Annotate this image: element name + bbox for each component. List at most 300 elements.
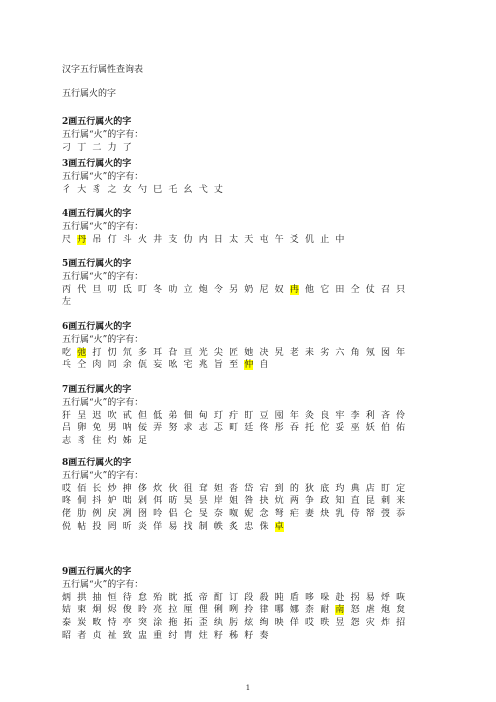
character: 奏 bbox=[259, 630, 269, 641]
character: 烬 bbox=[107, 605, 117, 616]
character: 乇 bbox=[168, 184, 178, 195]
character: 俊 bbox=[122, 605, 132, 616]
character: 帙 bbox=[213, 521, 223, 532]
character: 哎 bbox=[305, 618, 315, 629]
character-row bbox=[62, 184, 434, 197]
character: 炮 bbox=[380, 605, 390, 616]
character: 虐 bbox=[365, 605, 375, 616]
character: 佟 bbox=[259, 423, 269, 434]
character: 拖 bbox=[168, 618, 178, 629]
character: 甸 bbox=[198, 410, 208, 421]
character: 炸 bbox=[380, 618, 390, 629]
character: 拎 bbox=[244, 605, 254, 616]
character: 妻 bbox=[305, 509, 315, 520]
character: 令 bbox=[213, 284, 223, 295]
character-row bbox=[62, 592, 434, 605]
character-row bbox=[62, 435, 434, 448]
character: 狄 bbox=[305, 483, 315, 494]
character: 侈 bbox=[137, 483, 147, 494]
section-0 bbox=[62, 116, 434, 154]
character: 炙 bbox=[229, 521, 239, 532]
character: 盾 bbox=[289, 592, 299, 603]
character: 畋 bbox=[92, 618, 102, 629]
character: 之 bbox=[107, 184, 117, 195]
character: 炔 bbox=[320, 509, 330, 520]
character: 弩 bbox=[274, 509, 284, 520]
character: 尺 bbox=[62, 234, 72, 245]
character: 疔 bbox=[229, 410, 239, 421]
section-1 bbox=[62, 158, 434, 196]
character: 炷 bbox=[198, 630, 208, 641]
character: 盹 bbox=[274, 592, 284, 603]
section-5 bbox=[62, 384, 434, 448]
character: 吆 bbox=[168, 360, 178, 371]
character: 力 bbox=[107, 142, 117, 153]
character: 但 bbox=[137, 410, 147, 421]
character-row bbox=[62, 604, 434, 617]
character: 弛 bbox=[77, 347, 87, 358]
character: 多 bbox=[137, 347, 147, 358]
character: 炕 bbox=[274, 496, 284, 507]
character: 余 bbox=[122, 360, 132, 371]
character: 立 bbox=[183, 284, 193, 295]
character: 炒 bbox=[107, 483, 117, 494]
character: 侻 bbox=[62, 521, 72, 532]
character: 投 bbox=[92, 521, 102, 532]
character: 剁 bbox=[137, 496, 147, 507]
character: 妮 bbox=[244, 509, 254, 520]
character: 殺 bbox=[259, 592, 269, 603]
character: 田 bbox=[335, 284, 345, 295]
character: 弄 bbox=[153, 423, 163, 434]
character: 耳 bbox=[153, 347, 163, 358]
character: 吃 bbox=[62, 347, 72, 358]
character: 支 bbox=[168, 234, 178, 245]
character: 拉 bbox=[168, 605, 178, 616]
character: 俚 bbox=[198, 605, 208, 616]
character: 直 bbox=[350, 496, 360, 507]
character: 左 bbox=[62, 297, 72, 308]
character: 代 bbox=[77, 284, 87, 295]
character: 疟 bbox=[289, 509, 299, 520]
character: 底 bbox=[320, 483, 330, 494]
character: 仉 bbox=[305, 234, 315, 245]
character: 长 bbox=[92, 483, 102, 494]
character: 来 bbox=[396, 496, 406, 507]
character: 忠 bbox=[244, 521, 254, 532]
character: 侏 bbox=[259, 521, 269, 532]
character: 宅 bbox=[183, 360, 193, 371]
character: 尼 bbox=[259, 284, 269, 295]
character: 佤 bbox=[137, 360, 147, 371]
character: 亮 bbox=[153, 605, 163, 616]
character: 易 bbox=[168, 521, 178, 532]
character: 拐 bbox=[350, 592, 360, 603]
character: 易 bbox=[365, 592, 375, 603]
section-4 bbox=[62, 321, 434, 372]
section-label: 五行属“火”的字有： bbox=[62, 334, 144, 345]
character: 老 bbox=[289, 347, 299, 358]
character: 牢 bbox=[335, 410, 345, 421]
character: 妲 bbox=[213, 483, 223, 494]
character: 突 bbox=[137, 618, 147, 629]
character: 吝 bbox=[380, 410, 390, 421]
character: 赴 bbox=[335, 592, 345, 603]
character: 哚 bbox=[320, 592, 330, 603]
character: 昙 bbox=[198, 496, 208, 507]
character: 仗 bbox=[365, 284, 375, 295]
character: 豆 bbox=[259, 410, 269, 421]
character: 伯 bbox=[380, 423, 390, 434]
character: 籽 bbox=[213, 630, 223, 641]
character: 灼 bbox=[107, 436, 117, 447]
section-label: 五行属“火”的字有： bbox=[62, 397, 144, 408]
character: 伙 bbox=[168, 483, 178, 494]
character: 昊 bbox=[183, 496, 193, 507]
character: 町 bbox=[229, 423, 239, 434]
character: 盅 bbox=[137, 630, 147, 641]
character: 自 bbox=[259, 360, 269, 371]
section-label: 五行属“火”的字有： bbox=[62, 221, 144, 232]
character: 柬 bbox=[77, 605, 87, 616]
character: 旦 bbox=[92, 284, 102, 295]
character: 劣 bbox=[320, 347, 330, 358]
character: 佃 bbox=[183, 410, 193, 421]
character-row bbox=[62, 142, 434, 155]
character: 典 bbox=[350, 483, 360, 494]
character: 仂 bbox=[183, 234, 193, 245]
character: 拓 bbox=[183, 618, 193, 629]
character: 哎 bbox=[62, 483, 72, 494]
character: 呈 bbox=[77, 410, 87, 421]
character: 丙 bbox=[62, 284, 72, 295]
section-heading: 9画五行属火的字 bbox=[62, 567, 132, 577]
character: 抵 bbox=[183, 592, 193, 603]
character: 厘 bbox=[183, 605, 193, 616]
character: 的 bbox=[289, 483, 299, 494]
character: 抉 bbox=[259, 496, 269, 507]
character: 彳 bbox=[62, 184, 72, 195]
character: 昳 bbox=[320, 618, 330, 629]
character: 巳 bbox=[153, 184, 163, 195]
character: 致 bbox=[122, 630, 132, 641]
character: 囹 bbox=[137, 509, 147, 520]
character: 幺 bbox=[183, 184, 193, 195]
character: 男 bbox=[107, 423, 117, 434]
character: 吞 bbox=[289, 423, 299, 434]
character: 叨 bbox=[107, 284, 117, 295]
character: 两 bbox=[289, 496, 299, 507]
character: 旮 bbox=[168, 347, 178, 358]
character: 段 bbox=[244, 592, 254, 603]
character: 娜 bbox=[289, 605, 299, 616]
character-row bbox=[62, 410, 434, 423]
section-2 bbox=[62, 208, 434, 246]
character: 咎 bbox=[244, 496, 254, 507]
character: 岱 bbox=[244, 483, 254, 494]
character: 昤 bbox=[137, 605, 147, 616]
character: 卵 bbox=[77, 423, 87, 434]
character: 沓 bbox=[229, 483, 239, 494]
character: 昉 bbox=[168, 496, 178, 507]
character: 姞 bbox=[62, 605, 72, 616]
character: 冬 bbox=[153, 284, 163, 295]
character: 尖 bbox=[213, 347, 223, 358]
character: 俐 bbox=[213, 605, 223, 616]
section-3 bbox=[62, 258, 434, 309]
character: 昆 bbox=[365, 496, 375, 507]
character: 姐 bbox=[229, 496, 239, 507]
character: 泰 bbox=[62, 618, 72, 629]
character: 另 bbox=[229, 284, 239, 295]
section-6 bbox=[62, 457, 434, 534]
character: 利 bbox=[365, 410, 375, 421]
character: 迟 bbox=[92, 410, 102, 421]
character: 待 bbox=[122, 592, 132, 603]
character: 宕 bbox=[259, 483, 269, 494]
character: 大 bbox=[77, 184, 87, 195]
character: 豸 bbox=[77, 436, 87, 447]
section-heading: 3画五行属火的字 bbox=[62, 159, 132, 169]
character: 忝 bbox=[396, 509, 406, 520]
character: 抽 bbox=[92, 592, 102, 603]
section-label: 五行属“火”的字有： bbox=[62, 470, 144, 481]
character: 定 bbox=[396, 483, 406, 494]
character: 祉 bbox=[107, 630, 117, 641]
character: 映 bbox=[274, 618, 284, 629]
character: 咄 bbox=[122, 496, 132, 507]
character: 律 bbox=[259, 605, 269, 616]
character: 妥 bbox=[335, 423, 345, 434]
character: 旨 bbox=[213, 360, 223, 371]
character: 籽 bbox=[244, 630, 254, 641]
character: 怠 bbox=[137, 592, 147, 603]
character: 甙 bbox=[122, 410, 132, 421]
category-subtitle: 五行属火的字 bbox=[62, 89, 117, 99]
character: 爻 bbox=[289, 234, 299, 245]
character: 咚 bbox=[62, 496, 72, 507]
character: 井 bbox=[153, 234, 163, 245]
character: 了 bbox=[122, 142, 132, 153]
character: 岸 bbox=[213, 496, 223, 507]
character: 足 bbox=[137, 436, 147, 447]
character: 招 bbox=[396, 618, 406, 629]
section-7 bbox=[62, 566, 434, 643]
character: 只 bbox=[396, 284, 406, 295]
character: 南 bbox=[335, 605, 345, 616]
character: 酊 bbox=[213, 592, 223, 603]
character: 绚 bbox=[259, 618, 269, 629]
character: 光 bbox=[198, 347, 208, 358]
character: 例 bbox=[92, 509, 102, 520]
character: 乳 bbox=[335, 509, 345, 520]
character: 妄 bbox=[153, 360, 163, 371]
character: 恒 bbox=[107, 592, 117, 603]
character: 戾 bbox=[107, 509, 117, 520]
character: 柰 bbox=[305, 605, 315, 616]
character-row bbox=[62, 617, 434, 630]
character: 日 bbox=[213, 234, 223, 245]
character: 叮 bbox=[137, 284, 147, 295]
character: 忉 bbox=[107, 347, 117, 358]
character: 抖 bbox=[92, 496, 102, 507]
character: 帖 bbox=[77, 521, 87, 532]
character-row bbox=[62, 521, 434, 534]
character: 吕 bbox=[62, 423, 72, 434]
character: 知 bbox=[335, 496, 345, 507]
character: 奴 bbox=[274, 284, 284, 295]
character: 贞 bbox=[92, 630, 102, 641]
section-label: 五行属“火”的字有： bbox=[62, 579, 144, 590]
character: 志 bbox=[198, 423, 208, 434]
character: 刁 bbox=[62, 142, 72, 153]
section-heading: 4画五行属火的字 bbox=[62, 209, 132, 219]
character: 太 bbox=[229, 234, 239, 245]
character: 涂 bbox=[153, 618, 163, 629]
character: 召 bbox=[380, 284, 390, 295]
character: 仃 bbox=[107, 234, 117, 245]
character: 盯 bbox=[244, 410, 254, 421]
character-row bbox=[62, 422, 434, 435]
character: 烀 bbox=[380, 592, 390, 603]
character: 炭 bbox=[77, 618, 87, 629]
character: 卓 bbox=[274, 521, 284, 532]
character: 忑 bbox=[213, 423, 223, 434]
character: 午 bbox=[274, 234, 284, 245]
section-label: 五行属“火”的字有： bbox=[62, 129, 144, 140]
section-heading: 5画五行属火的字 bbox=[62, 259, 132, 269]
character: 中 bbox=[335, 234, 345, 245]
character: 炳 bbox=[62, 592, 72, 603]
character: 佞 bbox=[137, 423, 147, 434]
character: 亘 bbox=[183, 347, 193, 358]
character: 佗 bbox=[320, 423, 330, 434]
character: 刺 bbox=[380, 496, 390, 507]
character: 罔 bbox=[107, 521, 117, 532]
character: 良 bbox=[320, 410, 330, 421]
character: 奈 bbox=[213, 509, 223, 520]
character: 妖 bbox=[365, 423, 375, 434]
character: 玎 bbox=[213, 410, 223, 421]
section-heading: 8画五行属火的字 bbox=[62, 458, 132, 468]
character: 到 bbox=[274, 483, 284, 494]
character: 抻 bbox=[122, 483, 132, 494]
character: 炊 bbox=[153, 483, 163, 494]
character: 呐 bbox=[122, 423, 132, 434]
character: 志 bbox=[62, 436, 72, 447]
character: 恃 bbox=[107, 618, 117, 629]
character-row bbox=[62, 483, 434, 496]
character: 止 bbox=[320, 234, 330, 245]
character: 佬 bbox=[62, 509, 72, 520]
character: 佴 bbox=[153, 496, 163, 507]
character: 屯 bbox=[259, 234, 269, 245]
character: 佯 bbox=[289, 618, 299, 629]
character: 耐 bbox=[320, 605, 330, 616]
character: 仝 bbox=[350, 284, 360, 295]
character: 低 bbox=[153, 410, 163, 421]
character: 旯 bbox=[274, 347, 284, 358]
character: 重 bbox=[153, 630, 163, 641]
character: 侣 bbox=[168, 509, 178, 520]
character: 奶 bbox=[244, 284, 254, 295]
character: 丁 bbox=[77, 142, 87, 153]
character: 二 bbox=[92, 142, 102, 153]
character: 至 bbox=[229, 360, 239, 371]
character: 徂 bbox=[183, 483, 193, 494]
character: 昭 bbox=[62, 630, 72, 641]
page-number: 1 bbox=[245, 684, 251, 692]
character: 盯 bbox=[380, 483, 390, 494]
character: 仝 bbox=[77, 360, 87, 371]
character: 弋 bbox=[198, 184, 208, 195]
character: 弢 bbox=[380, 509, 390, 520]
character: 姊 bbox=[122, 436, 132, 447]
character: 政 bbox=[320, 496, 330, 507]
character: 帑 bbox=[365, 509, 375, 520]
character: 囡 bbox=[380, 347, 390, 358]
character: 她 bbox=[244, 347, 254, 358]
character: 订 bbox=[229, 592, 239, 603]
character: 者 bbox=[77, 630, 87, 641]
character: 炮 bbox=[198, 284, 208, 295]
character: 求 bbox=[183, 423, 193, 434]
character: 冽 bbox=[122, 509, 132, 520]
character: 念 bbox=[259, 509, 269, 520]
character: 秭 bbox=[229, 630, 239, 641]
character: 哪 bbox=[274, 605, 284, 616]
character: 佯 bbox=[153, 521, 163, 532]
character: 肉 bbox=[92, 360, 102, 371]
character: 纨 bbox=[213, 618, 223, 629]
character: 斗 bbox=[122, 234, 132, 245]
character-row bbox=[62, 359, 434, 372]
character: 囤 bbox=[274, 410, 284, 421]
character: 巫 bbox=[350, 423, 360, 434]
character: 拱 bbox=[77, 592, 87, 603]
character: 灸 bbox=[305, 410, 315, 421]
character: 耷 bbox=[198, 483, 208, 494]
character: 火 bbox=[137, 234, 147, 245]
section-heading: 7画五行属火的字 bbox=[62, 385, 132, 395]
character: 氖 bbox=[365, 347, 375, 358]
character: 眈 bbox=[168, 592, 178, 603]
character: 咧 bbox=[229, 605, 239, 616]
character-row bbox=[62, 296, 434, 309]
character-row bbox=[62, 347, 434, 360]
character: 氘 bbox=[122, 347, 132, 358]
character: 灾 bbox=[365, 618, 375, 629]
character: 吹 bbox=[107, 410, 117, 421]
character: 歪 bbox=[198, 618, 208, 629]
character: 昱 bbox=[335, 618, 345, 629]
character: 纣 bbox=[168, 630, 178, 641]
character: 氐 bbox=[122, 284, 132, 295]
character: 哆 bbox=[305, 592, 315, 603]
character: 乓 bbox=[62, 360, 72, 371]
character: 吊 bbox=[92, 234, 102, 245]
character: 呤 bbox=[153, 509, 163, 520]
character: 弟 bbox=[168, 410, 178, 421]
character: 店 bbox=[365, 483, 375, 494]
character: 仑 bbox=[183, 509, 193, 520]
character: 勺 bbox=[137, 184, 147, 195]
character: 亭 bbox=[122, 618, 132, 629]
character: 找 bbox=[183, 521, 193, 532]
character: 仲 bbox=[244, 360, 254, 371]
character: 妒 bbox=[107, 496, 117, 507]
character: 丹 bbox=[77, 234, 87, 245]
